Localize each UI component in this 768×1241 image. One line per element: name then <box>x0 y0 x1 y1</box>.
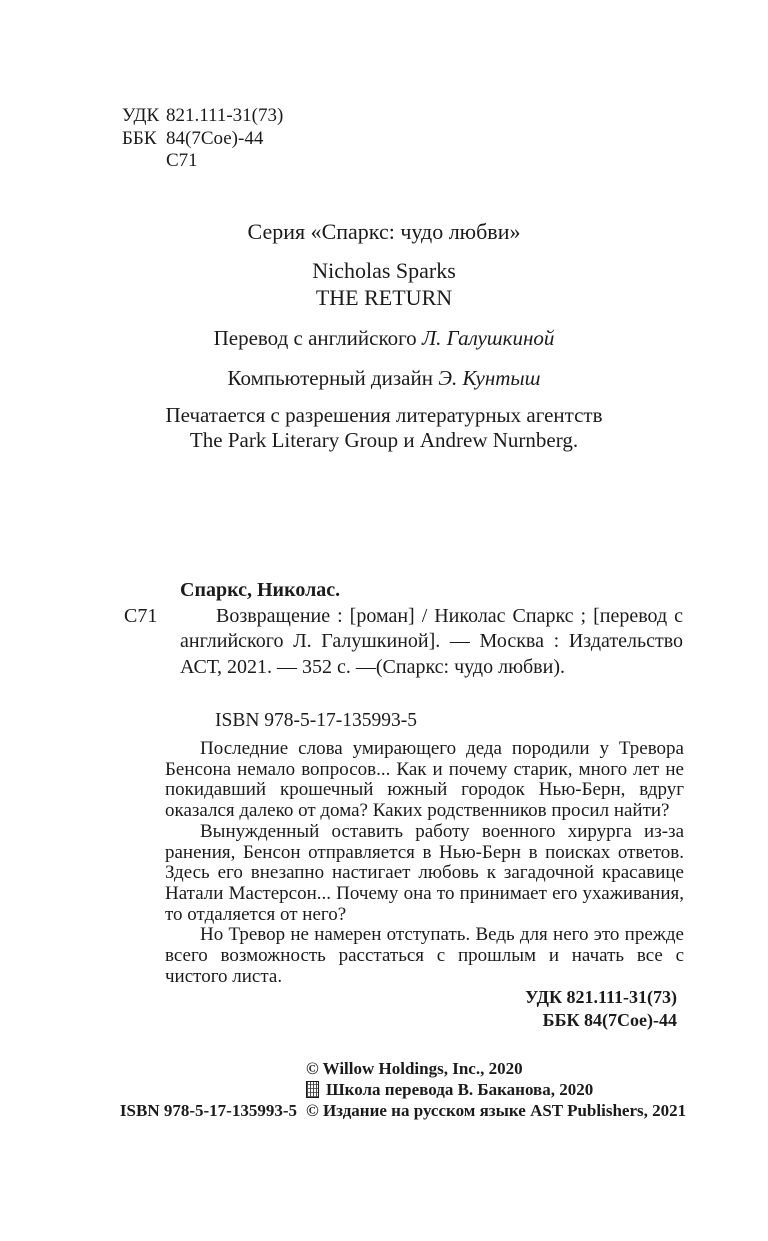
udk-value: 821.111-31(73) <box>166 105 284 126</box>
annotation-block <box>165 739 684 987</box>
copyright-row-2-left <box>0 1079 297 1100</box>
copyright-row-1-left <box>0 1058 297 1079</box>
original-title: THE RETURN <box>315 285 453 310</box>
copyright-block <box>0 1058 768 1121</box>
catalog-author-code: С71 <box>124 605 158 627</box>
translation-credit-prefix: Перевод с английского <box>213 326 422 350</box>
copyright-row-1 <box>0 1058 768 1079</box>
copyright-willow: © Willow Holdings, Inc., 2020 <box>306 1059 523 1078</box>
bbk-code-bottom: ББК 84(7Сое)-44 <box>542 1010 677 1030</box>
author-code-line <box>122 150 283 173</box>
bbk-value: 84(7Сое)-44 <box>166 127 264 149</box>
catalog-card <box>122 578 683 680</box>
udk-label: УДК <box>122 105 160 126</box>
copyright-row-3 <box>0 1100 768 1121</box>
annotation-paragraph: Вынужденный оставить работу военного хирурга из-за ранения, Бенсон отправляется в Нью-Берн в поисках ответов. Здесь его внезапно настигает любовь к загадочной красавице Натали Мастерсон... Почему она то принимает его ухаживания, то отдаляется от него? <box>165 820 684 925</box>
original-author: Nicholas Sparks <box>312 258 456 283</box>
classification-codes-bottom <box>525 986 677 1032</box>
designer-name: Э. Кунтыш <box>438 366 541 390</box>
catalog-author-heading: Спаркс, Николас. <box>180 579 341 601</box>
series-title: Серия «Спаркс: чудо любви» <box>247 219 521 244</box>
bbk-code-line <box>122 128 283 151</box>
annotation-paragraph: Последние слова умирающего деда породили у Тревора Бенсона немало вопросов... Как и почему старик, много лет не покидавший крошечный южный городок Нью-Берн, вдруг оказался далеко от дома? Каких родственников просил найти? <box>165 738 684 822</box>
bbk-label: ББК <box>122 127 157 149</box>
classification-codes-top <box>122 105 283 173</box>
permission-notice <box>0 403 768 453</box>
permission-line-2: The Park Literary Group и Andrew Nurnberg. <box>189 428 579 452</box>
isbn-bottom: ISBN 978-5-17-135993-5 <box>119 1101 297 1120</box>
copyright-row-2 <box>0 1079 768 1100</box>
copyright-russian-edition: © Издание на русском языке AST Publishers, 2021 <box>306 1101 687 1120</box>
design-credit <box>0 366 768 391</box>
permission-line-1: Печатается с разрешения литературных агентств <box>165 403 603 427</box>
copyright-school <box>306 1079 593 1100</box>
udk-code-line <box>122 105 283 128</box>
udk-code-bottom: УДК 821.111-31(73) <box>525 987 677 1007</box>
translator-name: Л. Галушкиной <box>421 326 555 350</box>
copyright-school-text: Школа перевода В. Баканова, 2020 <box>326 1080 594 1099</box>
design-credit-prefix: Компьютерный дизайн <box>227 366 439 390</box>
isbn-catalog: ISBN 978-5-17-135993-5 <box>215 710 418 731</box>
annotation-paragraph: Но Тревор не намерен отступать. Ведь для него это прежде всего возможность расстаться с прошлым и начать все с чистого листа. <box>165 924 684 987</box>
bakanov-school-logo-icon <box>306 1081 319 1098</box>
catalog-entry: Возвращение : [роман] / Николас Спаркс ; [перевод с английского Л. Галушкиной]. — Москва : Издательство АСТ, 2021. — 352 с. —(Спаркс: чудо любви). <box>180 604 683 678</box>
translation-credit <box>0 326 768 351</box>
author-code: С71 <box>166 150 198 171</box>
